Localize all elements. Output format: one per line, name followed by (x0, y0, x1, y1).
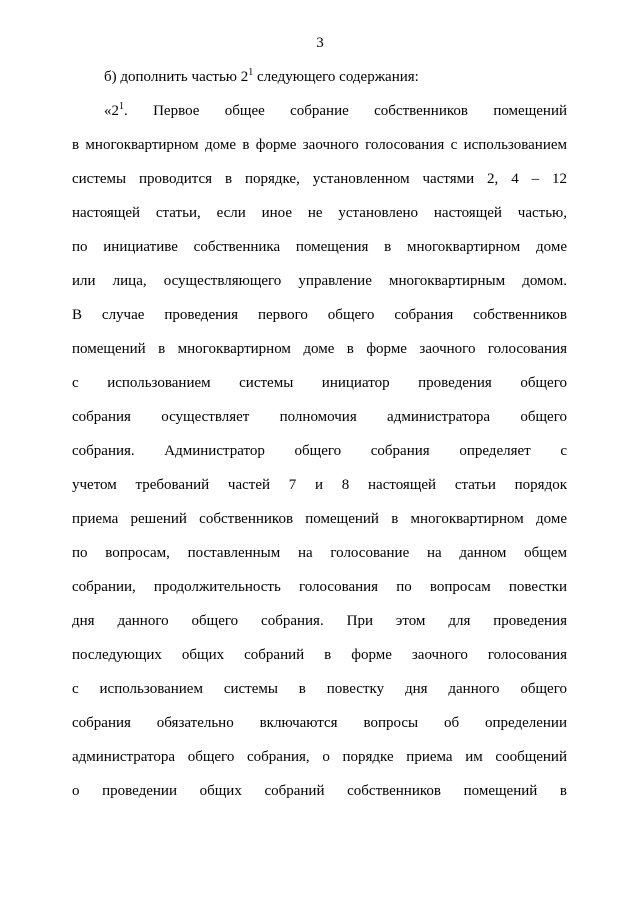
paragraph-line: системы проводится в порядке, установленном частями 2, 4 – 12 (72, 171, 567, 187)
paragraph-line: в многоквартирном доме в форме заочного голосования с использованием (72, 137, 567, 153)
paragraph-line: или лица, осуществляющего управление многоквартирным домом. (72, 273, 567, 289)
paragraph-line: настоящей статьи, если иное не установлено настоящей частью, (72, 205, 567, 221)
paragraph-line: приема решений собственников помещений в многоквартирном доме (72, 511, 567, 527)
paragraph-lead: «2 (104, 103, 119, 119)
paragraph-line: администратора общего собрания, о порядке приема им сообщений (72, 749, 567, 765)
paragraph-first-line (72, 94, 567, 128)
paragraph-line: последующих общих собраний в форме заочного голосования (72, 647, 567, 663)
intro-superscript: 1 (248, 67, 254, 78)
paragraph-line: собрания обязательно включаются вопросы об определении (72, 715, 567, 731)
paragraph-first-line-rest: . Первое общее собрание собственников помещений (124, 103, 567, 119)
paragraph-line: по вопросам, поставленным на голосование на данном общем (72, 545, 567, 561)
page-number: 3 (316, 35, 324, 51)
paragraph-lead-superscript: 1 (119, 101, 124, 112)
paragraph-line: В случае проведения первого общего собрания собственников (72, 307, 567, 323)
paragraph-line: собрания осуществляет полномочия администратора общего (72, 409, 567, 425)
paragraph-line: о проведении общих собраний собственников помещений в (72, 783, 567, 799)
paragraph-line: учетом требований частей 7 и 8 настоящей статьи порядок (72, 477, 567, 493)
paragraph-line: помещений в многоквартирном доме в форме заочного голосования (72, 341, 567, 357)
intro-text-end: следующего содержания: (253, 69, 419, 85)
paragraph-line: собрании, продолжительность голосования по вопросам повестки (72, 579, 567, 595)
document-body (72, 60, 567, 808)
paragraph-line: с использованием системы в повестку дня данного общего (72, 681, 567, 697)
paragraph-line: собрания. Администратор общего собрания определяет с (72, 443, 567, 459)
paragraph-line: дня данного общего собрания. При этом для проведения (72, 613, 567, 629)
intro-line (72, 60, 567, 94)
paragraph-line: с использованием системы инициатор проведения общего (72, 375, 567, 391)
intro-text: б) дополнить частью 2 (104, 69, 249, 85)
paragraph-line: по инициативе собственника помещения в многоквартирном доме (72, 239, 567, 255)
